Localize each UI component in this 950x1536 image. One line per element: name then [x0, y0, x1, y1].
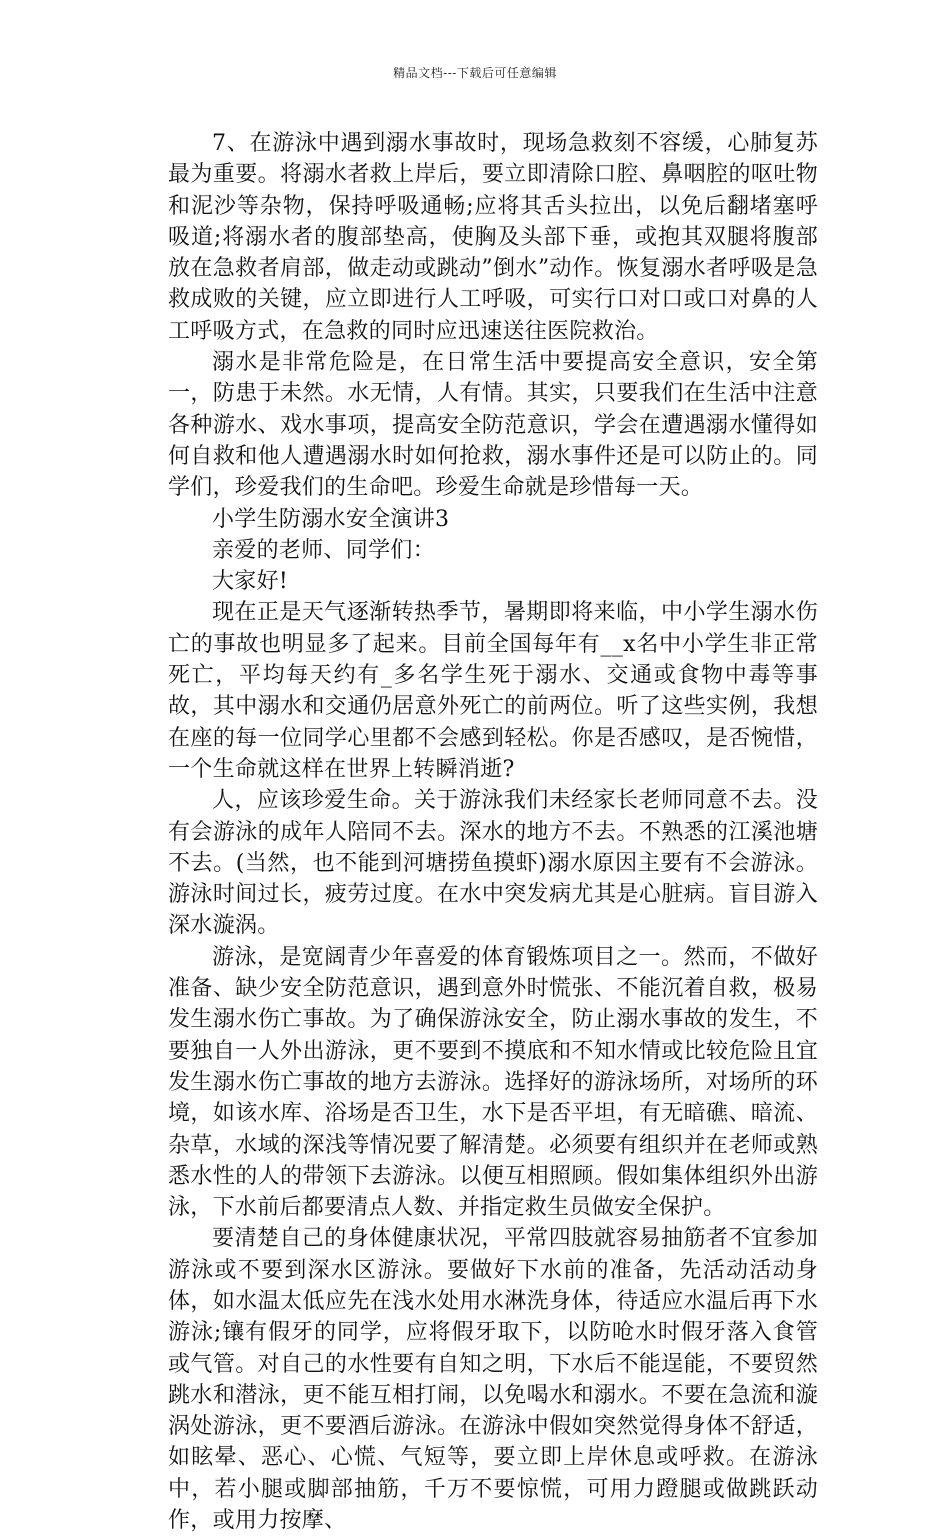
document-body	[168, 128, 818, 1536]
speech-title: 小学生防溺水安全演讲3	[212, 506, 450, 532]
greeting: 大家好!	[212, 569, 289, 595]
paragraph-swimming-safety: 游泳，是宽阔青少年喜爱的体育锻炼项目之一。然而，不做好准备、缺少安全防范意识，遇到意外时慌张、不能沉着自救，极易发生溺水伤亡事故。为了确保游泳安全，防止溺水事故的发生，不要独自一人外出游泳，更不要到不摸底和不知水情或比较危险且宜发生溺水伤亡事故的地方去游泳。选择好的游泳场所，对场所的环境，如该水库、浴场是否卫生，水下是否平坦，有无暗礁、暗流、杂草，水域的深浅等情况要了解清楚。必须要有组织并在老师或熟悉水性的人的带领下去游泳。以便互相照顾。假如集体组织外出游泳，下水前后都要清点人数、并指定救生员做安全保护。	[168, 944, 818, 1221]
salutation: 亲爱的老师、同学们：	[212, 537, 436, 563]
paragraph-drowning-danger: 溺水是非常危险是，在日常生活中要提高安全意识，安全第一，防患于未然。水无情，人有情。其实，只要我们在生活中注意各种游水、戏水事项，提高安全防范意识，学会在遭遇溺水懂得如何自救和他人遭遇溺水时如何抢救，溺水事件还是可以防止的。同学们，珍爱我们的生命吧。珍爱生命就是珍惜每一天。	[168, 350, 818, 501]
page-header: 精品文档---下载后可任意编辑	[393, 66, 557, 80]
paragraph-cpr: 7、在游泳中遇到溺水事故时，现场急救刻不容缓，心肺复苏最为重要。将溺水者救上岸后，要立即清除口腔、鼻咽腔的呕吐物和泥沙等杂物，保持呼吸通畅;应将其舌头拉出，以免后翻堵塞呼吸道;将溺水者的腹部垫高，使胸及头部下垂，或抱其双腿将腹部放在急救者肩部，做走动或跳动”倒水”动作。恢复溺水者呼吸是急救成败的关键，应立即进行人工呼吸，可实行口对口或口对鼻的人工呼吸方式，在急救的同时应迅速送往医院救治。	[168, 131, 818, 344]
paragraph-health-precautions: 要清楚自己的身体健康状况，平常四肢就容易抽筋者不宜参加游泳或不要到深水区游泳。要做好下水前的准备，先活动活动身体，如水温太低应先在浅水处用水淋洗身体，待适应水温后再下水游泳;镶有假牙的同学，应将假牙取下，以防呛水时假牙落入食管或气管。对自己的水性要有自知之明，下水后不能逞能，不要贸然跳水和潜泳，更不能互相打闹，以免喝水和溺水。不要在急流和漩涡处游泳，更不要酒后游泳。在游泳中假如突然觉得身体不舒适，如眩晕、恶心、心慌、气短等，要立即上岸休息或呼救。在游泳中，若小腿或脚部抽筋，千万不要惊慌，可用力蹬腿或做跳跃动作，或用力按摩、	[168, 1226, 818, 1534]
paragraph-summer-accidents: 现在正是天气逐渐转热季节，暑期即将来临，中小学生溺水伤亡的事故也明显多了起来。目前全国每年有__x名中小学生非正常死亡，平均每天约有_多名学生死于溺水、交通或食物中毒等事故，其中溺水和交通仍居意外死亡的前两位。听了这些实例，我想在座的每一位同学心里都不会感到轻松。你是否感叹，是否惋惜，一个生命就这样在世界上转瞬消逝?	[168, 600, 818, 782]
paragraph-cherish-life: 人，应该珍爱生命。关于游泳我们未经家长老师同意不去。没有会游泳的成年人陪同不去。深水的地方不去。不熟悉的江溪池塘不去。(当然，也不能到河塘捞鱼摸虾)溺水原因主要有不会游泳。游泳时间过长，疲劳过度。在水中突发病尤其是心脏病。盲目游入深水漩涡。	[168, 788, 818, 939]
